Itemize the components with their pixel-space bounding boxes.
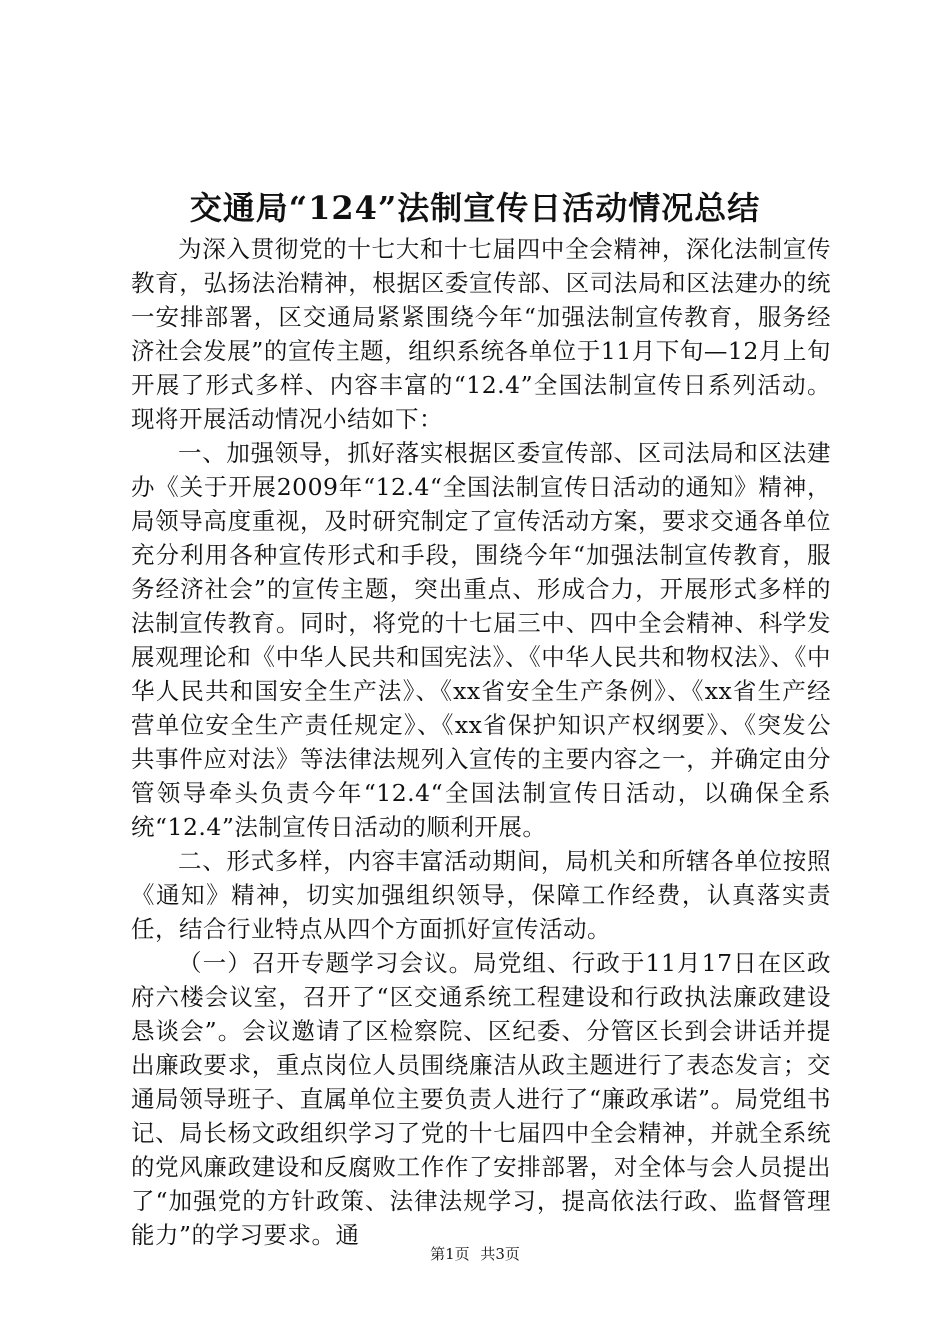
paragraph-subsection-1: （一）召开专题学习会议。局党组、行政于11月17日在区政府六楼会议室，召开了“区交通系统工程建设和行政执法廉政建设恳谈会”。会议邀请了区检察院、区纪委、分管区长到会讲话并提出廉政要求，重点岗位人员围绕廉洁从政主题进行了表态发言；交通局领导班子、直属单位主要负责人进行了“廉政承诺”。局党组书记、局长杨文政组织学习了党的十七届四中全会精神，并就全系统的党风廉政建设和反腐败工作作了安排部署，对全体与会人员提出了“加强党的方针政策、法律法规学习，提高依法行政、监督管理能力”的学习要求。通 [131,949,831,1249]
page-footer [0,1243,950,1265]
paragraph-section-2: 二、形式多样，内容丰富活动期间，局机关和所辖各单位按照《通知》精神，切实加强组织领导，保障工作经费，认真落实责任，结合行业特点从四个方面抓好宣传活动。 [131,847,831,943]
page-number: 第1页 [430,1245,470,1263]
paragraph-intro: 为深入贯彻党的十七大和十七届四中全会精神，深化法制宣传教育，弘扬法治精神，根据区委宣传部、区司法局和区法建办的统一安排部署，区交通局紧紧围绕今年“加强法制宣传教育，服务经济社会发展”的宣传主题，组织系统各单位于11月下旬—12月上旬开展了形式多样、内容丰富的“12.4”全国法制宣传日系列活动。现将开展活动情况小结如下： [131,235,831,433]
document-body [131,232,831,1252]
paragraph-section-1: 一、加强领导，抓好落实根据区委宣传部、区司法局和区法建办《关于开展2009年“12.4“全国法制宣传日活动的通知》精神，局领导高度重视，及时研究制定了宣传活动方案，要求交通各单位充分利用各种宣传形式和手段，围绕今年“加强法制宣传教育，服务经济社会”的宣传主题，突出重点、形成合力，开展形式多样的法制宣传教育。同时，将党的十七届三中、四中全会精神、科学发展观理论和《中华人民共和国宪法》、《中华人民共和物权法》、《中华人民共和国安全生产法》、《xx省安全生产条例》、《xx省生产经营单位安全生产责任规定》、《xx省保护知识产权纲要》、《突发公共事件应对法》等法律法规列入宣传的主要内容之一，并确定由分管领导牵头负责今年“12.4“全国法制宣传日活动，以确保全系统“12.4”法制宣传日活动的顺利开展。 [131,439,831,841]
page-total: 共3页 [480,1245,520,1263]
document-title: 交通局“124”法制宣传日活动情况总结 [189,189,761,227]
